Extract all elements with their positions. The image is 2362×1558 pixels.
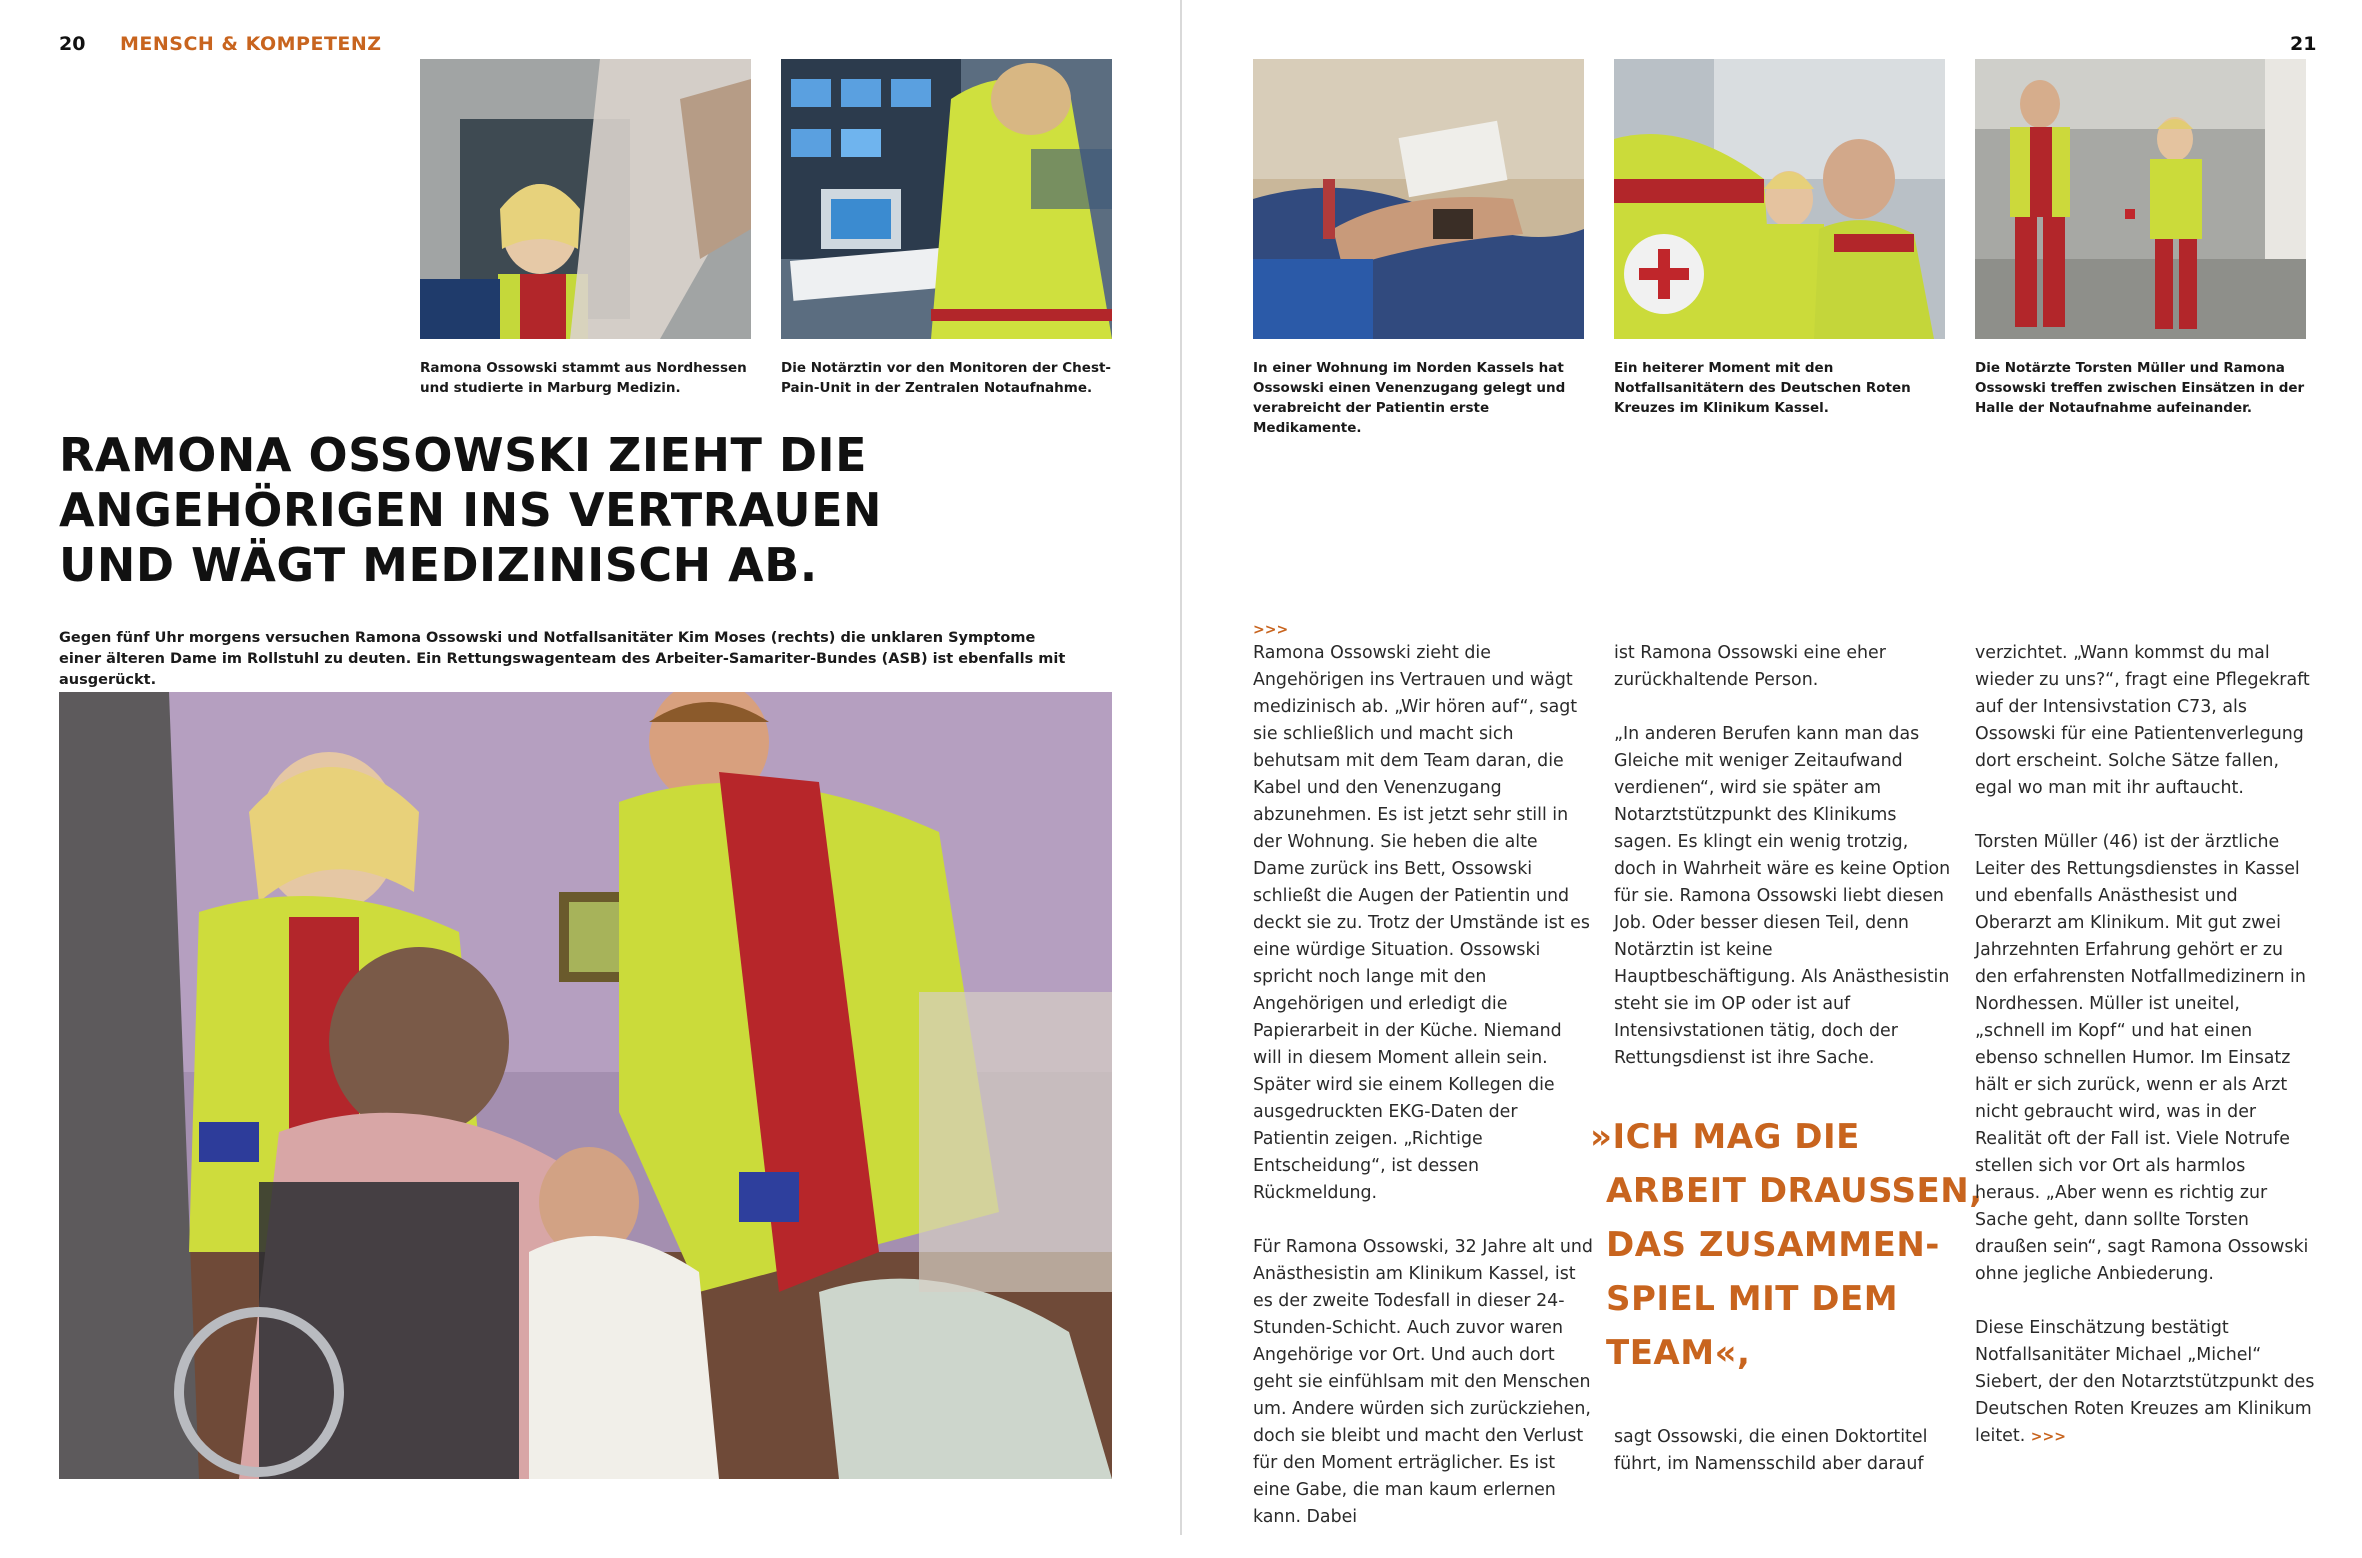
paragraph: Torsten Müller (46) ist der ärztliche Leiter des Rettungsdienstes in Kassel und ebenfalls Anästhesist und Oberarzt am Klinikum. Mit gut zwei Jahrzehnten Erfahrung gehört er zu den erfahrensten Notfallmedizinern in Nordhessen. Müller ist uneitel, „schnell im Kopf“ und hat einen ebenso schnellen Humor. Im Einsatz hält er sich zurück, wenn er als Arzt nicht gebraucht wird, was in der Realität oft der Fall ist. Viele Notrufe stellen sich vor Ort als harmlos heraus. „Aber wenn es richtig zur Sache geht, dann sollte Torsten draußen sein“, sagt Ramona Ossowski ohne jegliche Anbiederung. bbox=[1975, 832, 2309, 1284]
photo-doctors-hallway bbox=[1975, 59, 2306, 339]
pull-quote bbox=[1590, 1110, 1986, 1380]
paragraph-text: Diese Einschätzung bestätigt Notfallsanitäter Michael „Michel“ Siebert, der den Notarztstützpunkt des Deutschen Roten Kreuzes am Klinikum leitet. bbox=[1975, 1318, 2315, 1446]
page-number-left: 20 bbox=[59, 33, 86, 55]
end-marker: >>> bbox=[2030, 1429, 2066, 1445]
photo-caption-5: Die Notärzte Torsten Müller und Ramona Ossowski treffen zwischen Einsätzen in der Halle der Notaufnahme aufeinander. bbox=[1975, 360, 2305, 416]
photo-caption-3: In einer Wohnung im Norden Kassels hat Ossowski einen Venenzugang gelegt und verabreicht der Patientin erste Medikamente. bbox=[1253, 360, 1566, 436]
headline-line: RAMONA OSSOWSKI ZIEHT DIE bbox=[59, 428, 868, 482]
paragraph: „In anderen Berufen kann man das Gleiche mit weniger Zeitaufwand verdienen“, wird sie später am Notarztstützpunkt des Klinikums sagen. Es klingt ein wenig trotzig, doch in Wahrheit wäre es keine Option für sie. Ramona Ossowski liebt diesen Job. Oder besser diesen Teil, denn Notärztin ist keine Hauptbeschäftigung. Als Anästhesistin steht sie im OP oder ist auf Intensivstationen tätig, doch der Rettungsdienst ist ihre Sache. bbox=[1614, 724, 1951, 1068]
page-gutter bbox=[1180, 0, 1182, 1535]
article-column-3 bbox=[1975, 640, 2315, 1478]
paragraph: sagt Ossowski, die einen Doktortitel führt, im Namensschild aber darauf bbox=[1614, 1427, 1928, 1474]
article-headline bbox=[59, 428, 959, 593]
photo-monitors-chest-pain-unit bbox=[781, 59, 1112, 339]
article-column-2-continued bbox=[1614, 1424, 1954, 1478]
page-number-right: 21 bbox=[2290, 33, 2317, 55]
paragraph: ist Ramona Ossowski eine eher zurückhaltende Person. bbox=[1614, 643, 1886, 690]
photo-caption-2: Die Notärztin vor den Monitoren der Chest-Pain-Unit in der Zentralen Notaufnahme. bbox=[781, 360, 1112, 396]
paragraph: Ramona Ossowski zieht die Angehörigen ins Vertrauen und wägt medizinisch ab. „Wir hören auf“, sagt sie schließlich und macht sich behutsam mit dem Team daran, die Kabel und den Venenzugang abzunehmen. Es ist jetzt sehr still in der Wohnung. Sie heben die alte Dame zurück ins Bett, Ossowski schließt die Augen der Patientin und deckt sie zu. Trotz der Umstände ist es eine würdige Situation. Ossowski spricht noch lange mit den Angehörigen und erledigt die Papierarbeit in der Küche. Niemand will in diesem Moment allein sein. Später wird sie einem Kollegen die ausgedruckten EKG-Daten der Patientin zeigen. „Richtige Entscheidung“, ist dessen Rückmeldung. bbox=[1253, 643, 1590, 1203]
quote-line: »ICH MAG DIE bbox=[1590, 1117, 1860, 1157]
headline-line: ANGEHÖRIGEN INS VERTRAUEN bbox=[59, 483, 883, 537]
photo-drk-paramedics bbox=[1614, 59, 1945, 339]
photo-ossowski-mirror bbox=[420, 59, 751, 339]
quote-line: SPIEL MIT DEM bbox=[1606, 1279, 1899, 1319]
photo-venous-access bbox=[1253, 59, 1584, 339]
article-column-1 bbox=[1253, 620, 1593, 1558]
section-title: MENSCH & KOMPETENZ bbox=[120, 33, 382, 55]
paragraph: verzichtet. „Wann kommst du mal wieder zu uns?“, fragt eine Pflegekraft auf der Intensivstation C73, als Ossowski für eine Patientenverlegung dort erscheint. Solche Sätze fallen, egal wo man mit ihr auftaucht. bbox=[1975, 643, 2310, 798]
photo-caption-1: Ramona Ossowski stammt aus Nordhessen und studierte in Marburg Medizin. bbox=[420, 360, 747, 396]
lead-paragraph: Gegen fünf Uhr morgens versuchen Ramona Ossowski und Notfallsanitäter Kim Moses (rechts) die unklaren Symptome einer älteren Dame im Rollstuhl zu deuten. Ein Rettungswagenteam des Arbeiter-Samariter-Bundes (ASB) ist ebenfalls mit ausgerückt. bbox=[59, 630, 1066, 688]
paragraph: Für Ramona Ossowski, 32 Jahre alt und Anästhesistin am Klinikum Kassel, ist es der zweite Todesfall in dieser 24-Stunden-Schicht. Auch zuvor waren Angehörige vor Ort. Und auch dort geht sie einfühlsam mit den Menschen um. Andere würden sich zurückziehen, doch sie bleibt und macht den Verlust für den Moment erträglicher. Es ist eine Gabe, die man kaum erlernen kann. Dabei bbox=[1253, 1237, 1593, 1527]
article-column-2 bbox=[1614, 640, 1954, 1099]
headline-line: UND WÄGT MEDIZINISCH AB. bbox=[59, 538, 818, 592]
photo-caption-4: Ein heiterer Moment mit den Notfallsanitätern des Deutschen Roten Kreuzes im Klinikum Kassel. bbox=[1614, 360, 1911, 416]
quote-line: DAS ZUSAMMEN- bbox=[1606, 1225, 1940, 1265]
quote-line: ARBEIT DRAUSSEN, bbox=[1606, 1171, 1983, 1211]
photo-main-scene bbox=[59, 692, 1112, 1479]
quote-line: TEAM«, bbox=[1606, 1333, 1751, 1373]
paragraph bbox=[1975, 1315, 2315, 1451]
continue-marker: >>> bbox=[1253, 622, 1289, 638]
